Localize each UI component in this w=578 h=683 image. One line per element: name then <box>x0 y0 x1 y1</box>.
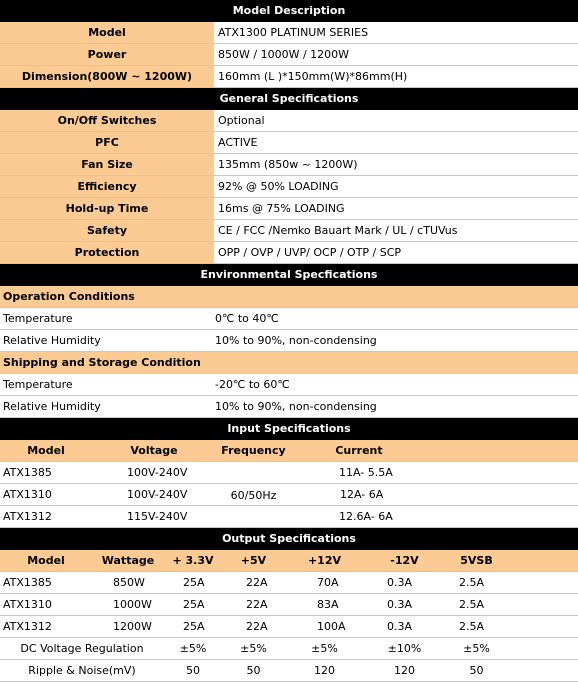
regulation-row <box>0 638 578 660</box>
output-cell: 0.3A <box>387 576 413 589</box>
output-cell: 1000W <box>113 598 152 611</box>
env-label: Temperature <box>3 378 73 391</box>
regulation-label: DC Voltage Regulation <box>20 642 144 655</box>
column-header: 5VSB <box>460 554 493 567</box>
output-cell: 2.5A <box>459 576 485 589</box>
output-cell: 1200W <box>113 620 152 633</box>
output-cell: 22A <box>246 598 268 611</box>
env-value: 10% to 90%, non-condensing <box>215 334 377 347</box>
spec-label: Model <box>0 22 215 43</box>
spec-row-dimension <box>0 66 578 88</box>
input-current: 12.6A- 6A <box>339 510 393 523</box>
spec-row-pfc <box>0 132 578 154</box>
input-frequency: 60/50Hz <box>230 488 277 502</box>
input-model: ATX1385 <box>3 466 52 479</box>
output-cell: 22A <box>246 620 268 633</box>
spec-row-model <box>0 22 578 44</box>
column-header: Current <box>335 444 383 457</box>
ripple-cell: 120 <box>314 664 335 677</box>
column-header: Model <box>27 554 65 567</box>
spec-row-hold-up <box>0 198 578 220</box>
ripple-cell: 50 <box>246 664 261 677</box>
env-value: 0℃ to 40℃ <box>215 312 279 325</box>
column-header: +12V <box>307 554 342 567</box>
table-row <box>0 506 578 528</box>
env-value: 10% to 90%, non-condensing <box>215 400 377 413</box>
spec-label: Safety <box>0 220 215 241</box>
spec-value: Optional <box>218 114 265 127</box>
env-row-op-humidity <box>0 330 578 352</box>
input-current: 12A- 6A <box>340 488 384 501</box>
output-cell: 0.3A <box>387 598 413 611</box>
ripple-cell: 50 <box>186 664 200 677</box>
column-header: -12V <box>390 554 419 567</box>
spec-value: 135mm (850w ~ 1200W) <box>218 158 358 171</box>
spec-row-efficiency <box>0 176 578 198</box>
ripple-cell: 50 <box>469 664 484 677</box>
output-cell: ATX1310 <box>3 598 52 611</box>
column-header: Voltage <box>130 444 178 457</box>
general-specifications-header: General Specifications <box>0 88 578 110</box>
spec-label: Efficiency <box>0 176 215 197</box>
column-header: Wattage <box>101 554 155 567</box>
spec-row-switches <box>0 110 578 132</box>
spec-label: Power <box>0 44 215 65</box>
env-value: -20℃ to 60℃ <box>215 378 290 391</box>
spec-value: 16ms @ 75% LOADING <box>218 202 345 215</box>
spec-value: 160mm (L )*150mm(W)*86mm(H) <box>218 70 408 83</box>
regulation-cell: ±5% <box>311 642 338 655</box>
ripple-label: Ripple & Noise(mV) <box>28 664 136 677</box>
output-cell: 70A <box>317 576 339 589</box>
input-model: ATX1312 <box>3 510 52 523</box>
input-voltage: 100V-240V <box>127 466 188 479</box>
storage-conditions-title: Shipping and Storage Condition <box>0 352 578 374</box>
input-table-header <box>0 440 578 462</box>
environmental-header: Environmental Specfications <box>0 264 578 286</box>
output-cell: 25A <box>183 598 205 611</box>
output-cell: 22A <box>246 576 268 589</box>
regulation-cell: ±10% <box>387 642 422 655</box>
input-table-body <box>0 462 578 528</box>
operation-conditions-title: Operation Conditions <box>0 286 578 308</box>
regulation-cell: ±5% <box>179 642 207 655</box>
output-cell: 850W <box>113 576 145 589</box>
column-header: Model <box>27 444 65 457</box>
ripple-cell: 120 <box>394 664 415 677</box>
spec-value: OPP / OVP / UVP/ OCP / OTP / SCP <box>218 246 402 259</box>
regulation-cell: ±5% <box>463 642 490 655</box>
input-voltage: 100V-240V <box>127 488 188 501</box>
spec-label: Protection <box>0 242 215 263</box>
spec-value: ACTIVE <box>218 136 258 149</box>
spec-value: CE / FCC /Nemko Bauart Mark / UL / cTUVus <box>218 224 458 237</box>
output-cell: 83A <box>317 598 339 611</box>
input-specifications-header: Input Specifications <box>0 418 578 440</box>
spec-label: Hold-up Time <box>0 198 215 219</box>
spec-row-fan-size <box>0 154 578 176</box>
column-header: Frequency <box>221 444 286 457</box>
table-row <box>0 462 578 484</box>
spec-label: PFC <box>0 132 215 153</box>
input-model: ATX1310 <box>3 488 52 501</box>
spec-label: Fan Size <box>0 154 215 175</box>
env-row-st-temperature <box>0 374 578 396</box>
env-label: Relative Humidity <box>3 400 101 413</box>
column-header: +5V <box>240 554 267 567</box>
env-label: Temperature <box>3 312 73 325</box>
output-cell: 2.5A <box>459 620 485 633</box>
column-header: + 3.3V <box>172 554 214 567</box>
output-specifications-header: Output Specifications <box>0 528 578 550</box>
table-row <box>0 572 578 594</box>
table-row <box>0 616 578 638</box>
output-cell: ATX1385 <box>3 576 52 589</box>
spec-row-safety <box>0 220 578 242</box>
spec-label: Dimension(800W ~ 1200W) <box>0 66 215 87</box>
env-label: Relative Humidity <box>3 334 101 347</box>
input-voltage: 115V-240V <box>127 510 188 523</box>
output-cell: 0.3A <box>387 620 413 633</box>
output-cell: ATX1312 <box>3 620 52 633</box>
output-cell: 100A <box>317 620 346 633</box>
spec-value: 92% @ 50% LOADING <box>218 180 339 193</box>
output-cell: 2.5A <box>459 598 485 611</box>
model-description-header: Model Description <box>0 0 578 22</box>
env-row-op-temperature <box>0 308 578 330</box>
table-row <box>0 594 578 616</box>
spec-value: 850W / 1000W / 1200W <box>218 48 350 61</box>
spec-label: On/Off Switches <box>0 110 215 131</box>
output-table-header <box>0 550 578 572</box>
input-current: 11A- 5.5A <box>339 466 393 479</box>
regulation-cell: ±5% <box>240 642 267 655</box>
output-cell: 25A <box>183 576 205 589</box>
ripple-row <box>0 660 578 682</box>
spec-row-protection <box>0 242 578 264</box>
output-cell: 25A <box>183 620 205 633</box>
spec-value: ATX1300 PLATINUM SERIES <box>218 26 369 39</box>
env-row-st-humidity <box>0 396 578 418</box>
spec-row-power <box>0 44 578 66</box>
